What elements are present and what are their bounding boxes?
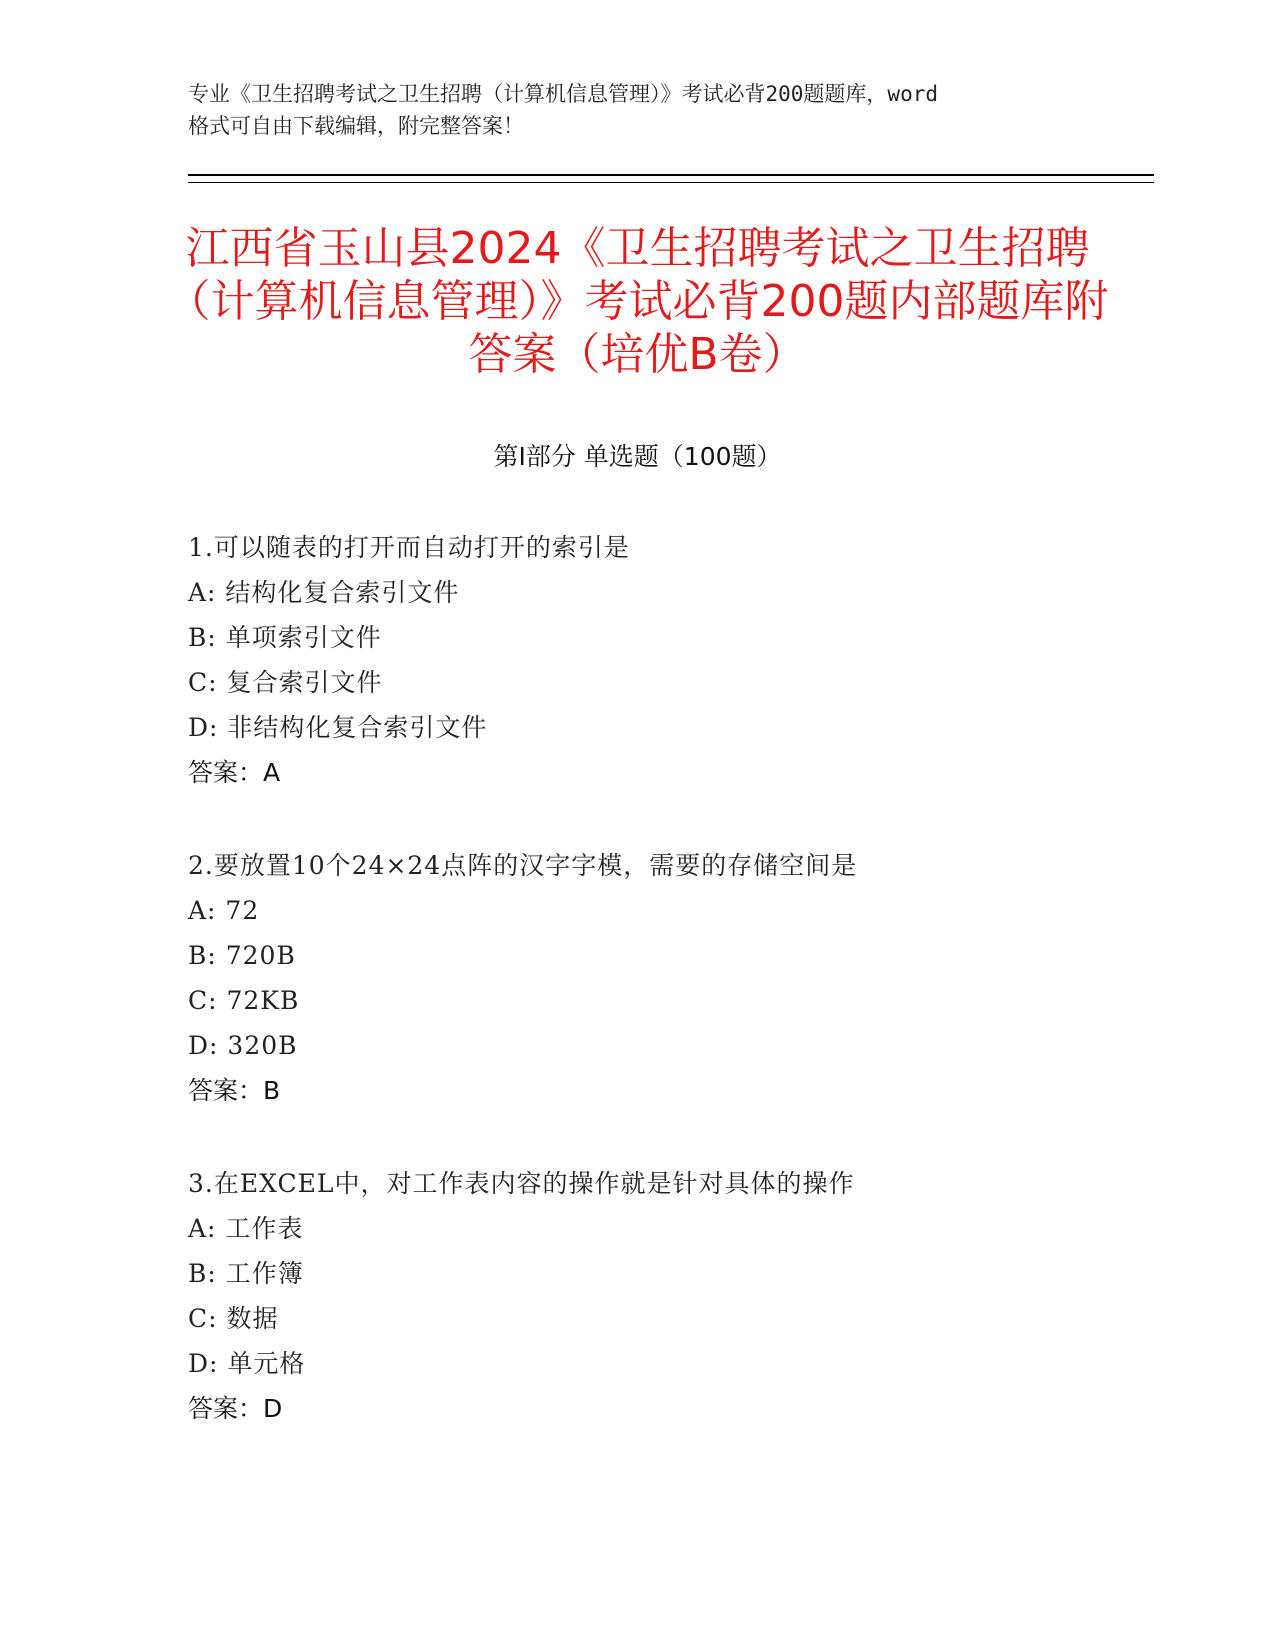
option-d: D: 320B [188, 1031, 298, 1060]
option-a: A: 结构化复合索引文件 [188, 578, 460, 607]
document-title: 江西省玉山县2024《卫生招聘考试之卫生招聘（计算机信息管理）》考试必背200题内部题库附答案（培优B卷） [166, 223, 1109, 380]
answer-key: 答案：D [188, 1394, 283, 1423]
option-c: C: 72KB [188, 986, 300, 1015]
answer-key: 答案：A [188, 758, 281, 787]
option-b: B: 单项索引文件 [188, 623, 382, 652]
option-c: C: 复合索引文件 [188, 668, 383, 697]
option-b: B: 工作簿 [188, 1259, 304, 1288]
header-note-line-1: 专业《卫生招聘考试之卫生招聘（计算机信息管理）》考试必背200题题库，word [188, 82, 938, 106]
section-heading: 第I部分 单选题（100题） [493, 442, 782, 471]
option-b: B: 720B [188, 941, 296, 970]
question-item [188, 525, 1088, 795]
option-a: A: 72 [188, 896, 260, 925]
question-stem: 2.要放置10个24×24点阵的汉字字模，需要的存储空间是 [188, 851, 858, 880]
option-d: D: 单元格 [188, 1349, 306, 1378]
header-note-line-2: 格式可自由下载编辑，附完整答案！ [188, 114, 524, 138]
option-a: A: 工作表 [188, 1214, 304, 1243]
question-item [188, 1161, 1088, 1431]
question-item [188, 843, 1088, 1113]
option-c: C: 数据 [188, 1304, 279, 1333]
question-stem: 1.可以随表的打开而自动打开的索引是 [188, 533, 630, 562]
header-divider-thick [188, 174, 1154, 176]
question-stem: 3.在EXCEL中，对工作表内容的操作就是针对具体的操作 [188, 1169, 855, 1198]
header-divider-thin [188, 182, 1154, 183]
header-note [188, 78, 1088, 142]
option-d: D: 非结构化复合索引文件 [188, 713, 488, 742]
answer-key: 答案：B [188, 1076, 281, 1105]
